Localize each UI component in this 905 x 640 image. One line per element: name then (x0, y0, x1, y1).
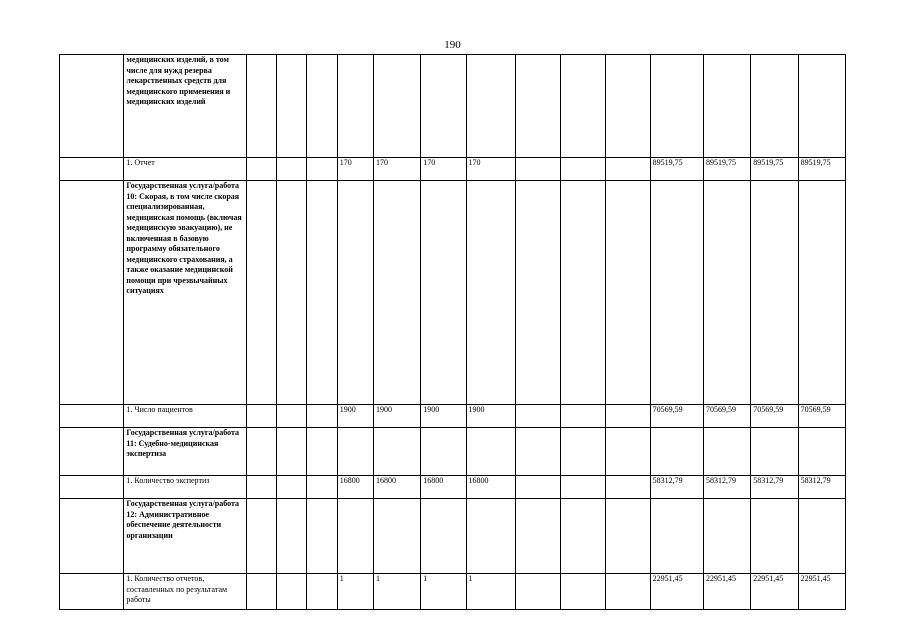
finance-value: 89519,75 (751, 158, 798, 181)
volume-value: 16800 (466, 476, 515, 499)
table-row (60, 499, 846, 574)
volume-value: 16800 (421, 476, 466, 499)
section-title: Государственная услуга/работа 11: Судебно-медицинская экспертиза (124, 428, 247, 476)
table-row (60, 428, 846, 476)
volume-value: 1 (373, 574, 420, 610)
volume-value: 170 (421, 158, 466, 181)
table-row (60, 158, 846, 181)
finance-value: 89519,75 (798, 158, 845, 181)
indicator-name: 1. Количество экспертиз (124, 476, 247, 499)
volume-value: 170 (337, 158, 373, 181)
finance-value: 70569,59 (751, 405, 798, 428)
indicator-name: 1. Количество отчетов, составленных по результатам работы (124, 574, 247, 610)
finance-value: 22951,45 (704, 574, 751, 610)
finance-value: 22951,45 (650, 574, 703, 610)
indicator-name: 1. Число пациентов (124, 405, 247, 428)
finance-value: 22951,45 (751, 574, 798, 610)
volume-value: 1900 (466, 405, 515, 428)
table-row (60, 55, 846, 158)
finance-value: 70569,59 (650, 405, 703, 428)
indicator-name: 1. Отчет (124, 158, 247, 181)
table-row (60, 476, 846, 499)
volume-value: 1 (337, 574, 373, 610)
finance-value: 58312,79 (704, 476, 751, 499)
volume-value: 170 (373, 158, 420, 181)
finance-value: 70569,59 (704, 405, 751, 428)
finance-value: 58312,79 (650, 476, 703, 499)
finance-value: 89519,75 (704, 158, 751, 181)
volume-value: 1900 (421, 405, 466, 428)
volume-value: 1 (466, 574, 515, 610)
finance-value: 58312,79 (798, 476, 845, 499)
table-row (60, 181, 846, 405)
volume-value: 16800 (373, 476, 420, 499)
volume-value: 1900 (373, 405, 420, 428)
finance-value: 70569,59 (798, 405, 845, 428)
volume-value: 1900 (337, 405, 373, 428)
section-title: Государственная услуга/работа 12: Административное обеспечение деятельности организации (124, 499, 247, 574)
table-row (60, 574, 846, 610)
section-title: Государственная услуга/работа 10: Скорая, в том числе скорая специализированная, медицинская помощь (включая медицинскую эвакуацию), не включенная в базовую программу обязательного медицинского страхования, а также оказание медицинской помощи при чрезвычайных ситуациях (124, 181, 247, 405)
volume-value: 1 (421, 574, 466, 610)
finance-value: 58312,79 (751, 476, 798, 499)
volume-value: 170 (466, 158, 515, 181)
finance-value: 22951,45 (798, 574, 845, 610)
section-title: медицинских изделий, в том числе для нужд резерва лекарственных средств для медицинского применения и медицинских изделий (124, 55, 247, 158)
page-number: 190 (444, 39, 461, 51)
finance-value: 89519,75 (650, 158, 703, 181)
volume-value: 16800 (337, 476, 373, 499)
budget-table (59, 54, 846, 610)
table-row (60, 405, 846, 428)
